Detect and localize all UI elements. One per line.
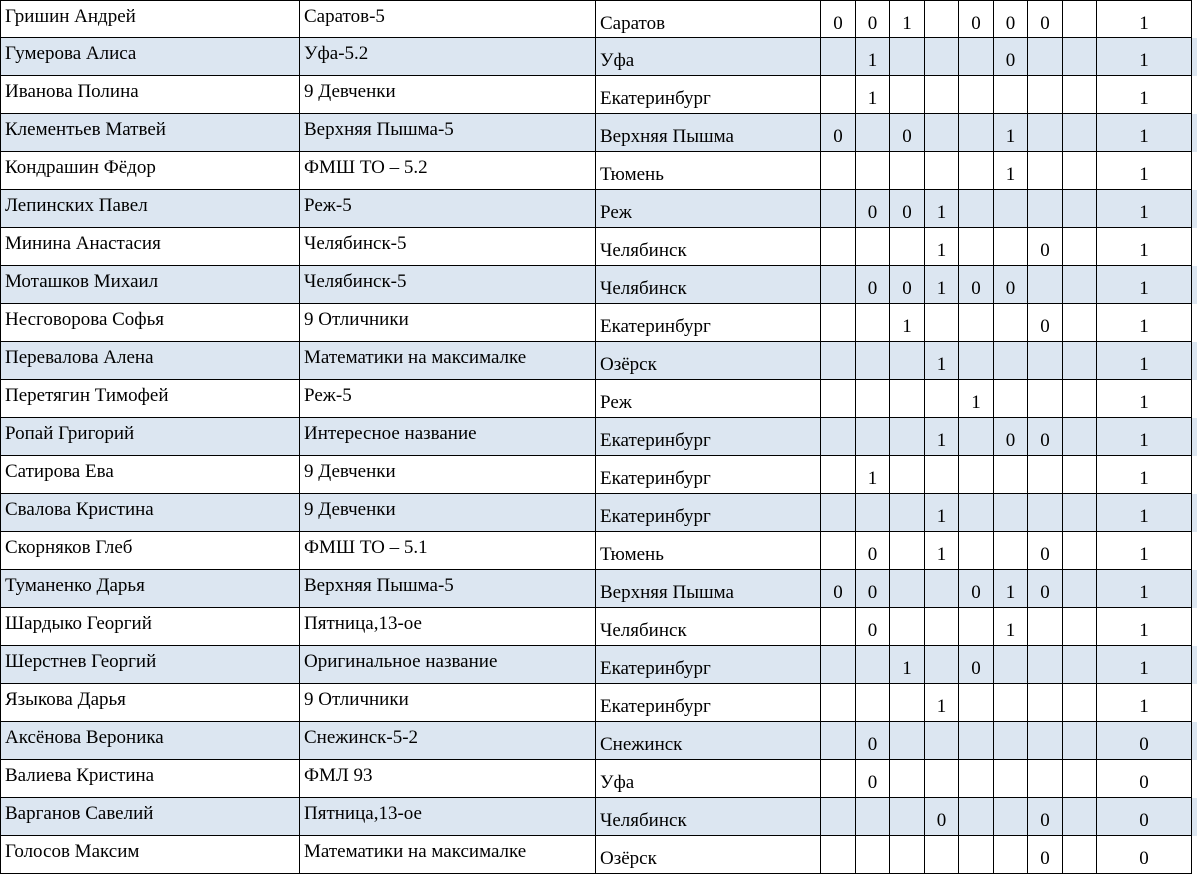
total-cell[interactable]: 1 <box>1097 456 1192 494</box>
score-cell[interactable]: 1 <box>890 646 925 684</box>
participant-name-cell[interactable]: Аксёнова Вероника <box>0 722 300 760</box>
score-cell[interactable]: 0 <box>994 266 1028 304</box>
team-name-cell[interactable]: Челябинск-5 <box>300 228 596 266</box>
score-cell[interactable] <box>1063 418 1097 456</box>
score-cell[interactable]: 0 <box>959 266 994 304</box>
table-row <box>0 190 1197 228</box>
score-cell[interactable] <box>856 836 890 874</box>
score-cell[interactable] <box>1028 114 1063 152</box>
score-cell[interactable] <box>1063 342 1097 380</box>
participant-name-cell[interactable]: Туманенко Дарья <box>0 570 300 608</box>
score-cell[interactable] <box>856 304 890 342</box>
score-cell[interactable] <box>821 760 856 798</box>
score-cell[interactable] <box>994 684 1028 722</box>
score-cell[interactable] <box>994 76 1028 114</box>
score-cell[interactable] <box>890 722 925 760</box>
score-cell[interactable] <box>994 798 1028 836</box>
score-cell[interactable]: 1 <box>925 228 959 266</box>
score-cell[interactable] <box>890 418 925 456</box>
score-cell[interactable] <box>890 228 925 266</box>
city-cell[interactable]: Тюмень <box>596 532 821 570</box>
score-cell[interactable] <box>1063 304 1097 342</box>
score-cell[interactable]: 0 <box>959 646 994 684</box>
score-cell[interactable] <box>821 380 856 418</box>
score-cell[interactable] <box>1028 152 1063 190</box>
score-cell[interactable]: 1 <box>994 152 1028 190</box>
total-cell[interactable]: 1 <box>1097 304 1192 342</box>
score-cell[interactable] <box>1063 76 1097 114</box>
score-cell[interactable] <box>959 114 994 152</box>
score-cell[interactable] <box>925 38 959 76</box>
table-row <box>0 114 1197 152</box>
table-row <box>0 798 1197 836</box>
score-cell[interactable] <box>925 646 959 684</box>
score-cell[interactable] <box>1063 114 1097 152</box>
score-cell[interactable] <box>1063 684 1097 722</box>
score-cell[interactable]: 0 <box>856 0 890 38</box>
score-cell[interactable] <box>959 304 994 342</box>
score-cell[interactable] <box>994 494 1028 532</box>
score-cell[interactable] <box>890 570 925 608</box>
score-cell[interactable]: 0 <box>1028 228 1063 266</box>
score-cell[interactable]: 0 <box>890 190 925 228</box>
score-cell[interactable] <box>994 722 1028 760</box>
score-cell[interactable] <box>959 608 994 646</box>
score-cell[interactable] <box>821 608 856 646</box>
score-cell[interactable]: 0 <box>821 0 856 38</box>
team-name-cell[interactable]: 9 Отличники <box>300 684 596 722</box>
score-cell[interactable] <box>925 722 959 760</box>
participant-name-cell[interactable]: Гришин Андрей <box>0 0 300 38</box>
score-cell[interactable]: 0 <box>1028 0 1063 38</box>
team-name-cell[interactable]: Оригинальное название <box>300 646 596 684</box>
city-cell[interactable]: Озёрск <box>596 342 821 380</box>
score-cell[interactable] <box>959 152 994 190</box>
score-cell[interactable] <box>1063 646 1097 684</box>
city-cell[interactable]: Верхняя Пышма <box>596 570 821 608</box>
team-name-cell[interactable]: Математики на максималке <box>300 836 596 874</box>
score-cell[interactable] <box>959 760 994 798</box>
city-cell[interactable]: Уфа <box>596 760 821 798</box>
score-cell[interactable] <box>821 722 856 760</box>
total-cell[interactable]: 1 <box>1097 266 1192 304</box>
score-cell[interactable] <box>959 228 994 266</box>
score-cell[interactable] <box>994 380 1028 418</box>
score-cell[interactable] <box>821 152 856 190</box>
score-cell[interactable]: 0 <box>1028 532 1063 570</box>
score-cell[interactable] <box>959 798 994 836</box>
score-cell[interactable] <box>959 190 994 228</box>
city-cell[interactable]: Саратов <box>596 0 821 38</box>
score-cell[interactable] <box>1028 380 1063 418</box>
total-cell[interactable]: 1 <box>1097 114 1192 152</box>
city-cell[interactable]: Челябинск <box>596 798 821 836</box>
score-cell[interactable] <box>994 532 1028 570</box>
participant-name-cell[interactable]: Ропай Григорий <box>0 418 300 456</box>
score-cell[interactable] <box>1063 760 1097 798</box>
score-cell[interactable] <box>890 76 925 114</box>
score-cell[interactable] <box>925 152 959 190</box>
score-cell[interactable] <box>856 684 890 722</box>
score-cell[interactable]: 1 <box>925 418 959 456</box>
total-cell[interactable]: 0 <box>1097 722 1192 760</box>
total-cell[interactable]: 1 <box>1097 38 1192 76</box>
participant-name-cell[interactable]: Языкова Дарья <box>0 684 300 722</box>
score-cell[interactable]: 0 <box>856 532 890 570</box>
participant-name-cell[interactable]: Перетягин Тимофей <box>0 380 300 418</box>
score-cell[interactable] <box>1028 684 1063 722</box>
score-cell[interactable]: 1 <box>890 304 925 342</box>
score-cell[interactable]: 1 <box>925 266 959 304</box>
city-cell[interactable]: Екатеринбург <box>596 456 821 494</box>
score-cell[interactable]: 1 <box>925 190 959 228</box>
total-cell[interactable]: 0 <box>1097 836 1192 874</box>
score-cell[interactable] <box>1063 266 1097 304</box>
city-cell[interactable]: Верхняя Пышма <box>596 114 821 152</box>
table-row <box>0 228 1197 266</box>
table-row <box>0 304 1197 342</box>
score-cell[interactable]: 0 <box>890 266 925 304</box>
score-cell[interactable] <box>821 266 856 304</box>
score-cell[interactable] <box>925 380 959 418</box>
score-cell[interactable] <box>1028 342 1063 380</box>
score-cell[interactable] <box>821 836 856 874</box>
table-row <box>0 570 1197 608</box>
score-cell[interactable] <box>994 646 1028 684</box>
score-cell[interactable] <box>925 0 959 38</box>
table-row <box>0 380 1197 418</box>
score-cell[interactable] <box>821 494 856 532</box>
total-cell[interactable]: 1 <box>1097 494 1192 532</box>
total-cell[interactable]: 0 <box>1097 760 1192 798</box>
score-cell[interactable] <box>1063 228 1097 266</box>
team-name-cell[interactable]: Верхняя Пышма-5 <box>300 570 596 608</box>
table-row <box>0 76 1197 114</box>
city-cell[interactable]: Реж <box>596 380 821 418</box>
score-cell[interactable] <box>890 152 925 190</box>
total-cell[interactable]: 1 <box>1097 228 1192 266</box>
total-cell[interactable]: 1 <box>1097 646 1192 684</box>
total-cell[interactable]: 1 <box>1097 342 1192 380</box>
score-cell[interactable] <box>1063 798 1097 836</box>
participant-name-cell[interactable]: Несговорова Софья <box>0 304 300 342</box>
score-cell[interactable] <box>890 456 925 494</box>
city-cell[interactable]: Тюмень <box>596 152 821 190</box>
score-cell[interactable]: 0 <box>1028 418 1063 456</box>
participant-name-cell[interactable]: Голосов Максим <box>0 836 300 874</box>
table-row <box>0 0 1197 38</box>
participant-name-cell[interactable]: Клементьев Матвей <box>0 114 300 152</box>
score-cell[interactable]: 0 <box>959 570 994 608</box>
score-cell[interactable] <box>1063 836 1097 874</box>
score-cell[interactable] <box>1028 38 1063 76</box>
score-cell[interactable] <box>1063 456 1097 494</box>
score-cell[interactable]: 1 <box>994 114 1028 152</box>
participant-name-cell[interactable]: Минина Анастасия <box>0 228 300 266</box>
score-cell[interactable] <box>959 76 994 114</box>
score-cell[interactable] <box>994 836 1028 874</box>
team-name-cell[interactable]: Интересное название <box>300 418 596 456</box>
total-cell[interactable]: 1 <box>1097 570 1192 608</box>
score-cell[interactable]: 1 <box>890 0 925 38</box>
score-cell[interactable] <box>856 380 890 418</box>
team-name-cell[interactable]: 9 Девченки <box>300 494 596 532</box>
score-cell[interactable] <box>1028 456 1063 494</box>
city-cell[interactable]: Екатеринбург <box>596 684 821 722</box>
score-cell[interactable] <box>959 494 994 532</box>
team-name-cell[interactable]: Верхняя Пышма-5 <box>300 114 596 152</box>
score-cell[interactable] <box>925 570 959 608</box>
score-cell[interactable] <box>1063 608 1097 646</box>
score-cell[interactable] <box>821 418 856 456</box>
score-cell[interactable]: 1 <box>925 532 959 570</box>
city-cell[interactable]: Реж <box>596 190 821 228</box>
team-name-cell[interactable]: ФМЛ 93 <box>300 760 596 798</box>
score-cell[interactable] <box>925 114 959 152</box>
total-cell[interactable]: 1 <box>1097 380 1192 418</box>
score-cell[interactable] <box>856 228 890 266</box>
score-cell[interactable] <box>959 456 994 494</box>
city-cell[interactable]: Екатеринбург <box>596 646 821 684</box>
score-cell[interactable]: 0 <box>994 418 1028 456</box>
participant-name-cell[interactable]: Свалова Кристина <box>0 494 300 532</box>
team-name-cell[interactable]: Пятница,13-ое <box>300 798 596 836</box>
team-name-cell[interactable]: Пятница,13-ое <box>300 608 596 646</box>
participant-name-cell[interactable]: Валиева Кристина <box>0 760 300 798</box>
score-cell[interactable]: 0 <box>821 570 856 608</box>
table-row <box>0 418 1197 456</box>
score-cell[interactable] <box>890 760 925 798</box>
total-cell[interactable]: 1 <box>1097 0 1192 38</box>
score-cell[interactable]: 1 <box>994 570 1028 608</box>
score-cell[interactable] <box>959 342 994 380</box>
score-cell[interactable] <box>925 76 959 114</box>
participant-name-cell[interactable]: Скорняков Глеб <box>0 532 300 570</box>
score-cell[interactable]: 0 <box>925 798 959 836</box>
score-cell[interactable]: 0 <box>856 570 890 608</box>
score-cell[interactable] <box>821 798 856 836</box>
participant-name-cell[interactable]: Шерстнев Георгий <box>0 646 300 684</box>
score-cell[interactable]: 0 <box>856 190 890 228</box>
score-cell[interactable] <box>890 342 925 380</box>
score-cell[interactable] <box>1063 570 1097 608</box>
total-cell[interactable]: 1 <box>1097 76 1192 114</box>
score-cell[interactable] <box>994 760 1028 798</box>
table-row <box>0 494 1197 532</box>
score-cell[interactable]: 0 <box>856 722 890 760</box>
score-cell[interactable] <box>856 114 890 152</box>
score-cell[interactable] <box>925 304 959 342</box>
score-cell[interactable]: 1 <box>959 380 994 418</box>
participant-name-cell[interactable]: Сатирова Ева <box>0 456 300 494</box>
score-cell[interactable] <box>890 798 925 836</box>
table-row <box>0 38 1197 76</box>
score-cell[interactable] <box>821 38 856 76</box>
score-cell[interactable] <box>890 38 925 76</box>
score-cell[interactable] <box>1028 190 1063 228</box>
total-cell[interactable]: 1 <box>1097 684 1192 722</box>
participant-name-cell[interactable]: Варганов Савелий <box>0 798 300 836</box>
score-cell[interactable] <box>959 836 994 874</box>
score-cell[interactable] <box>1028 76 1063 114</box>
score-cell[interactable] <box>1063 190 1097 228</box>
score-cell[interactable] <box>994 228 1028 266</box>
score-cell[interactable]: 0 <box>856 608 890 646</box>
score-cell[interactable] <box>1063 38 1097 76</box>
team-name-cell[interactable]: Реж-5 <box>300 190 596 228</box>
city-cell[interactable]: Екатеринбург <box>596 494 821 532</box>
table-row <box>0 760 1197 798</box>
score-cell[interactable] <box>1028 760 1063 798</box>
table-row <box>0 836 1197 874</box>
score-cell[interactable]: 1 <box>925 494 959 532</box>
table-row <box>0 152 1197 190</box>
score-cell[interactable] <box>1028 494 1063 532</box>
table-row <box>0 456 1197 494</box>
city-cell[interactable]: Уфа <box>596 38 821 76</box>
score-cell[interactable] <box>925 608 959 646</box>
team-name-cell[interactable]: 9 Девченки <box>300 76 596 114</box>
score-cell[interactable] <box>821 76 856 114</box>
score-cell[interactable] <box>821 684 856 722</box>
score-cell[interactable]: 0 <box>1028 570 1063 608</box>
score-cell[interactable]: 1 <box>856 38 890 76</box>
team-name-cell[interactable]: ФМШ ТО – 5.1 <box>300 532 596 570</box>
total-cell[interactable]: 1 <box>1097 152 1192 190</box>
score-cell[interactable] <box>925 760 959 798</box>
score-cell[interactable] <box>1028 608 1063 646</box>
city-cell[interactable]: Озёрск <box>596 836 821 874</box>
team-name-cell[interactable]: Реж-5 <box>300 380 596 418</box>
score-cell[interactable] <box>1063 722 1097 760</box>
participant-name-cell[interactable]: Лепинских Павел <box>0 190 300 228</box>
score-cell[interactable] <box>821 532 856 570</box>
score-cell[interactable] <box>856 152 890 190</box>
score-cell[interactable] <box>959 418 994 456</box>
score-cell[interactable] <box>890 608 925 646</box>
score-cell[interactable] <box>1063 152 1097 190</box>
score-cell[interactable] <box>890 380 925 418</box>
score-cell[interactable] <box>856 342 890 380</box>
score-cell[interactable] <box>821 646 856 684</box>
city-cell[interactable]: Снежинск <box>596 722 821 760</box>
score-cell[interactable] <box>994 456 1028 494</box>
score-cell[interactable]: 0 <box>994 38 1028 76</box>
city-cell[interactable]: Екатеринбург <box>596 76 821 114</box>
score-cell[interactable] <box>994 304 1028 342</box>
table-row <box>0 684 1197 722</box>
score-cell[interactable]: 0 <box>959 0 994 38</box>
score-cell[interactable] <box>959 684 994 722</box>
score-cell[interactable] <box>821 190 856 228</box>
participant-name-cell[interactable]: Иванова Полина <box>0 76 300 114</box>
score-cell[interactable] <box>821 342 856 380</box>
score-cell[interactable] <box>890 836 925 874</box>
score-cell[interactable]: 0 <box>1028 304 1063 342</box>
score-cell[interactable]: 0 <box>856 266 890 304</box>
participant-name-cell[interactable]: Шардыко Георгий <box>0 608 300 646</box>
score-cell[interactable] <box>959 532 994 570</box>
score-cell[interactable] <box>1063 532 1097 570</box>
score-cell[interactable] <box>890 494 925 532</box>
participant-name-cell[interactable]: Кондрашин Фёдор <box>0 152 300 190</box>
team-name-cell[interactable]: Челябинск-5 <box>300 266 596 304</box>
score-cell[interactable] <box>925 456 959 494</box>
score-cell[interactable]: 0 <box>1028 836 1063 874</box>
score-cell[interactable] <box>821 228 856 266</box>
team-name-cell[interactable]: 9 Девченки <box>300 456 596 494</box>
team-name-cell[interactable]: 9 Отличники <box>300 304 596 342</box>
city-cell[interactable]: Екатеринбург <box>596 304 821 342</box>
total-cell[interactable]: 1 <box>1097 190 1192 228</box>
score-cell[interactable] <box>856 646 890 684</box>
total-cell[interactable]: 1 <box>1097 532 1192 570</box>
total-cell[interactable]: 0 <box>1097 798 1192 836</box>
score-cell[interactable]: 1 <box>925 342 959 380</box>
score-cell[interactable] <box>1028 646 1063 684</box>
table-row <box>0 722 1197 760</box>
team-name-cell[interactable]: Математики на максималке <box>300 342 596 380</box>
city-cell[interactable]: Челябинск <box>596 228 821 266</box>
score-cell[interactable] <box>821 304 856 342</box>
score-cell[interactable] <box>1063 0 1097 38</box>
score-cell[interactable]: 0 <box>821 114 856 152</box>
table-row <box>0 266 1197 304</box>
score-cell[interactable] <box>994 342 1028 380</box>
score-cell[interactable]: 0 <box>1028 798 1063 836</box>
score-cell[interactable]: 0 <box>856 760 890 798</box>
score-cell[interactable] <box>1063 494 1097 532</box>
total-cell[interactable]: 1 <box>1097 418 1192 456</box>
score-cell[interactable]: 1 <box>856 456 890 494</box>
participant-name-cell[interactable]: Моташков Михаил <box>0 266 300 304</box>
score-cell[interactable]: 1 <box>925 684 959 722</box>
participant-name-cell[interactable]: Гумерова Алиса <box>0 38 300 76</box>
score-cell[interactable]: 1 <box>994 608 1028 646</box>
total-cell[interactable]: 1 <box>1097 608 1192 646</box>
team-name-cell[interactable]: ФМШ ТО – 5.2 <box>300 152 596 190</box>
table-row <box>0 532 1197 570</box>
table-row <box>0 342 1197 380</box>
score-cell[interactable] <box>994 190 1028 228</box>
score-cell[interactable] <box>890 532 925 570</box>
score-cell[interactable] <box>1028 266 1063 304</box>
team-name-cell[interactable]: Саратов-5 <box>300 0 596 38</box>
team-name-cell[interactable]: Снежинск-5-2 <box>300 722 596 760</box>
score-cell[interactable] <box>925 836 959 874</box>
score-cell[interactable]: 1 <box>856 76 890 114</box>
participant-name-cell[interactable]: Перевалова Алена <box>0 342 300 380</box>
table-row <box>0 608 1197 646</box>
score-cell[interactable] <box>1063 380 1097 418</box>
score-cell[interactable] <box>856 418 890 456</box>
city-cell[interactable]: Челябинск <box>596 608 821 646</box>
score-cell[interactable] <box>856 494 890 532</box>
score-cell[interactable] <box>890 684 925 722</box>
table-row <box>0 646 1197 684</box>
score-cell[interactable] <box>959 38 994 76</box>
score-cell[interactable] <box>1028 722 1063 760</box>
score-cell[interactable]: 0 <box>890 114 925 152</box>
city-cell[interactable]: Екатеринбург <box>596 418 821 456</box>
score-cell[interactable] <box>856 798 890 836</box>
score-cell[interactable] <box>821 456 856 494</box>
city-cell[interactable]: Челябинск <box>596 266 821 304</box>
score-cell[interactable]: 0 <box>994 0 1028 38</box>
team-name-cell[interactable]: Уфа-5.2 <box>300 38 596 76</box>
score-cell[interactable] <box>959 722 994 760</box>
